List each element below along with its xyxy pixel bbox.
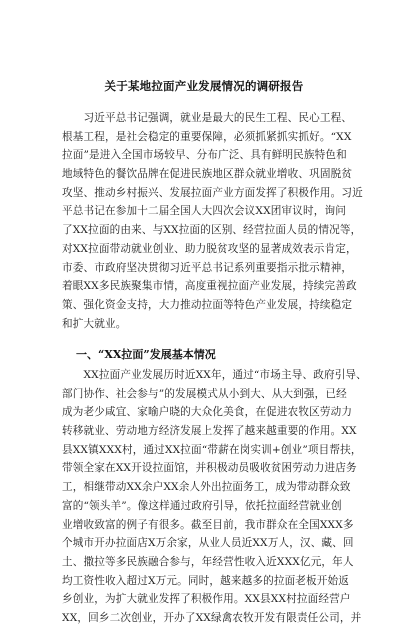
text-line: 土、撒拉等多民族融合参与，年经营性收入近XXX亿元，年人 [62,555,354,568]
text-line: 成为老少咸宜、家喻户晓的大众化美食，在促进农牧区劳动力 [62,406,353,419]
text-line: 策、强化资金支持，大力推动拉面等特色产业发展，持续稳定 [62,298,353,311]
intro-paragraph [62,109,362,333]
text-line: 市委、市政府坚决贯彻习近平总书记系列重要指示批示精神， [62,261,353,274]
text-line: 习近平总书记强调，就业是最大的民生工程、民心工程、 [62,112,353,124]
document-title: 关于某地拉面产业发展情况的调研报告 [104,79,304,93]
text-line: 攻坚、推动乡村振兴、发展拉面产业方面发挥了积极作用。习近 [62,186,363,199]
text-line: 转移就业、劳动地方经济发展上发挥了越来越重要的作用。XX [62,425,357,438]
text-line: 拉面”是进入全国市场较早、分布广泛、具有鲜明民族特色和 [62,149,347,162]
text-line: 业增收致富的例子有很多。截至目前，我市群众在全国XXX多 [62,518,354,531]
text-line: 和扩大就业。 [62,317,127,330]
text-line: 平总书记在参加十二届全国人大四次会议XX团审议时，询问 [62,205,346,218]
text-line: XX拉面产业发展历时近XX年，通过“市场主导、政府引导、 [62,369,367,381]
text-line: XX，回乡二次创业，开办了XX绿禽农牧开发有限责任公司，并 [62,611,362,624]
text-line: 带领全家在XX开设拉面馆，并积极动员吸收贫困劳动力进店务 [62,462,357,475]
text-line: 均工资性收入超过X万元。同时，越来越多的拉面老板开始返 [62,574,350,587]
section-paragraph [62,366,367,628]
text-line: 根基工程，是社会稳定的重要保障，必须抓紧抓实抓好。“XX [62,130,352,143]
text-line: 部门协作、社会参与”的发展模式从小到大、从大到强，已经 [62,387,347,400]
text-line: 个城市开办拉面店X万余家，从业人员近XX万人，汉、藏、回 [62,537,354,550]
text-line: 了XX拉面的由来、与XX拉面的区别、经营拉面人员的情况等， [62,224,362,237]
text-line: 工，相继带动XX余户XX余人外出拉面务工，成为带动群众致 [62,481,351,494]
text-line: 对XX拉面带动就业创业、助力脱贫攻坚的显著成效表示肯定， [62,242,357,255]
section-heading: 一、“XX拉面”发展基本情况 [76,348,216,361]
text-line: 县XX镇XXX村，通过XX拉面“带薪在岗实训+创业”项目帮扶， [62,443,362,456]
text-line: 着眼XX多民族聚集市情，高度重视拉面产业发展，持续完善政 [62,280,357,293]
text-line: 地域特色的餐饮品牌在促进民族地区群众就业增收、巩固脱贫 [62,168,353,181]
text-line: 富的“领头羊”。像这样通过政府引导，依托拉面经营就业创 [62,499,342,512]
text-line: 乡创业，为扩大就业发挥了积极作用。XX县XX村拉面经营户 [62,593,351,606]
